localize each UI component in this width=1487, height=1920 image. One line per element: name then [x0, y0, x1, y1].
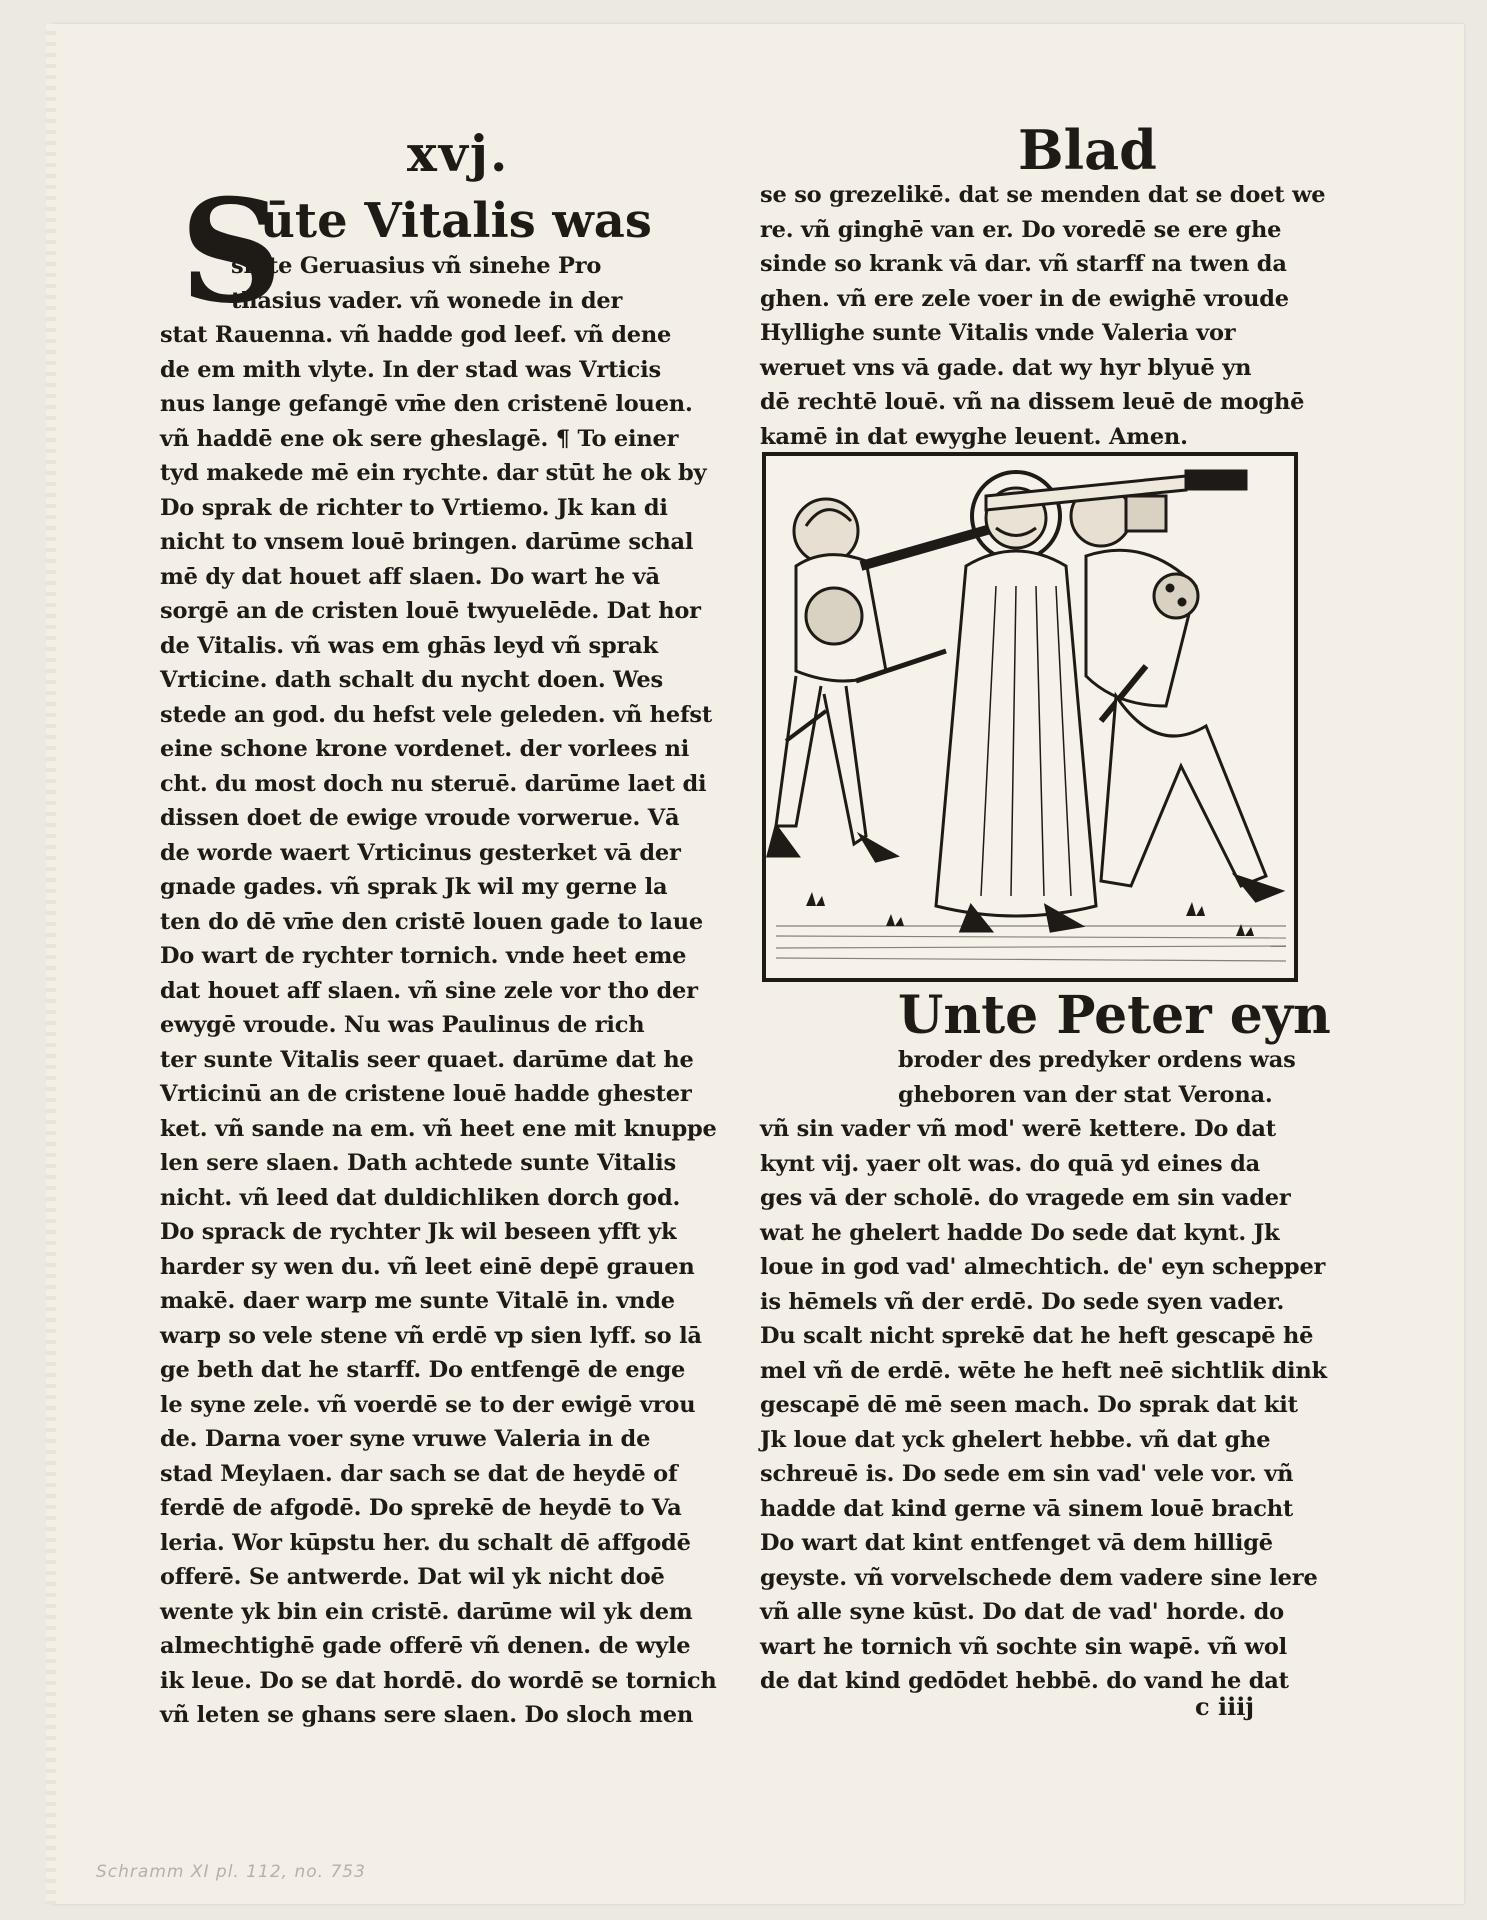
text-line: Hyllighe sunte Vitalis vnde Valeria vor [760, 320, 1236, 346]
text-line: loue in god vad' almechtich. de' eyn schepper [760, 1254, 1326, 1280]
text-line: stat Rauenna. vñ hadde god leef. vñ dene [160, 322, 672, 348]
left-body-lines [160, 318, 717, 1733]
decorated-initial: S [180, 169, 283, 335]
text-line: nicht to vnsem louē bringen. darūme schal [160, 529, 694, 555]
text-line: re. vñ ginghē van er. Do voredē se ere ghe [760, 216, 1282, 243]
text-line: wat he ghelert hadde Do sede dat kynt. Jk [760, 1219, 1280, 1246]
text-line: harder sy wen du. vñ leet einē depē grauen [160, 1253, 695, 1280]
signature-mark: c iiij [1195, 1692, 1255, 1721]
left-text-column [160, 193, 717, 1733]
folio-number: xvj. [407, 124, 510, 183]
text-line: ter sunte Vitalis seer quaet. darūme dat he [160, 1046, 694, 1073]
vitalis-heading: ūte Vitalis was [260, 193, 652, 249]
text-line: vñ leten se ghans sere slaen. Do sloch men [160, 1702, 694, 1728]
right-text-column-bottom [760, 1043, 1330, 1699]
text-line: dat houet aff slaen. vñ sine zele vor tho der [160, 977, 698, 1004]
text-line: ghen. vñ ere zele voer in de ewighē vroude [760, 285, 1289, 312]
text-line: cht. du most doch nu steruē. darūme laet di [160, 770, 707, 797]
martyrdom-woodcut-image [766, 456, 1294, 978]
text-line: gnade gades. vñ sprak Jk wil my gerne la [160, 874, 668, 900]
text-line: thasius vader. vñ wonede in der [231, 287, 623, 314]
text-line: de worde waert Vrticinus gesterket vā der [160, 839, 681, 866]
text-line: eine schone krone vordenet. der vorlees ni [160, 736, 690, 762]
text-line: warp so vele stene vñ erdē vp sien lyff. so lā [160, 1322, 702, 1349]
peter-body-lines [760, 1112, 1330, 1699]
text-line: mel vñ de erdē. wēte he heft neē sichtlik dink [760, 1357, 1327, 1384]
text-line: Do sprak de richter to Vrtiemo. Jk kan di [160, 494, 668, 521]
text-line: almechtighē gade offerē vñ denen. de wyle [160, 1633, 691, 1659]
text-line: dē rechtē louē. vñ na dissem leuē de moghē [760, 389, 1305, 415]
text-line: nus lange gefangē vm̄e den cristenē louen. [160, 391, 693, 417]
text-line: nicht. vñ leed dat duldichliken dorch god. [160, 1184, 681, 1211]
pencil-annotation: Schramm XI pl. 112, no. 753 [96, 1862, 366, 1882]
text-line: Do sprack de rychter Jk wil beseen yfft yk [160, 1219, 677, 1245]
text-line: ges vā der scholē. do vragede em sin vader [760, 1185, 1291, 1211]
text-line: ten do dē vm̄e den cristē louen gade to laue [160, 908, 703, 935]
text-line: ket. vñ sande na em. vñ heet ene mit knuppe [160, 1115, 717, 1142]
text-line: se so grezelikē. dat se menden dat se doet we [760, 182, 1326, 208]
text-line: broder des predyker ordens was [898, 1047, 1296, 1073]
text-line: kamē in dat ewyghe leuent. Amen. [760, 423, 1188, 450]
text-line: ferdē de afgodē. Do sprekē de heydē to Va [160, 1495, 682, 1521]
text-line: len sere slaen. Dath achtede sunte Vitalis [160, 1150, 676, 1176]
text-line: weruet vns vā gade. dat wy hyr blyuē yn [760, 354, 1252, 381]
text-line: offerē. Se antwerde. Dat wil yk nicht doē [160, 1564, 665, 1590]
text-line: Vrticine. dath schalt du nycht doen. Wes [160, 667, 663, 693]
text-line: Du scalt nicht sprekē dat he heft gescapē hē [760, 1323, 1314, 1349]
text-line: le syne zele. vñ voerdē se to der ewigē vrou [160, 1391, 696, 1418]
text-line: wente yk bin ein cristē. darūme wil yk dem [160, 1598, 693, 1625]
text-line: mē dy dat houet aff slaen. Do wart he vā [160, 563, 660, 590]
text-line: ik leue. Do se dat hordē. do wordē se tornich [160, 1667, 717, 1694]
text-line: Do wart dat kint entfenget vā dem hilligē [760, 1530, 1273, 1556]
text-line: de Vitalis. vñ was em ghās leyd vñ sprak [160, 632, 658, 659]
right-text-column-top [760, 178, 1326, 454]
text-line: sinde so krank vā dar. vñ starff na twen da [760, 251, 1287, 277]
text-line: ewygē vroude. Nu was Paulinus de rich [160, 1012, 645, 1038]
peter-heading: Unte Peter eyn [898, 985, 1331, 1046]
text-line: hadde dat kind gerne vā sinem louē bracht [760, 1495, 1294, 1522]
text-line: schreuē is. Do sede em sin vad' vele vor. vñ [760, 1461, 1294, 1487]
text-line: kynt vij. yaer olt was. do quā yd eines da [760, 1150, 1261, 1177]
woodcut-illustration [762, 452, 1298, 982]
text-line: dissen doet de ewige vroude vorwerue. Vā [160, 805, 680, 831]
text-line: tyd makede mē ein rychte. dar stūt he ok by [160, 460, 707, 486]
text-line: geyste. vñ vorvelschede dem vadere sine lere [760, 1564, 1318, 1591]
text-line: de. Darna voer syne vruwe Valeria in de [160, 1426, 651, 1452]
text-line: Vrticinū an de cristene louē hadde ghester [160, 1081, 692, 1107]
left-indented-lines [160, 249, 710, 318]
text-line: gheboren van der stat Verona. [898, 1081, 1273, 1108]
folio-label: Blad [1018, 118, 1157, 182]
text-line: vñ sin vader vñ mod' werē kettere. Do dat [760, 1116, 1276, 1142]
text-line: vñ haddē ene ok sere gheslagē. ¶ To einer [160, 425, 679, 452]
text-line: sinte Geruasius vñ sinehe Pro [231, 253, 602, 279]
text-line: sorgē an de cristen louē twyuelēde. Dat hor [160, 598, 701, 624]
text-line: de dat kind gedōdet hebbē. do vand he dat [760, 1668, 1289, 1694]
text-line: stede an god. du hefst vele geleden. vñ hefst [160, 701, 713, 728]
text-line: stad Meylaen. dar sach se dat de heydē of [160, 1460, 678, 1487]
text-line: makē. daer warp me sunte Vitalē in. vnde [160, 1288, 675, 1314]
text-line: wart he tornich vñ sochte sin wapē. vñ wol [760, 1633, 1287, 1660]
text-line: Jk loue dat yck ghelert hebbe. vñ dat ghe [760, 1426, 1271, 1453]
text-line: is hēmels vñ der erdē. Do sede syen vader. [760, 1288, 1285, 1315]
text-line: Do wart de rychter tornich. vnde heet eme [160, 943, 687, 969]
text-line: vñ alle syne kūst. Do dat de vad' horde. do [760, 1599, 1284, 1625]
text-line: leria. Wor kūpstu her. du schalt dē affgodē [160, 1529, 691, 1556]
text-line: gescapē dē mē seen mach. Do sprak dat kit [760, 1392, 1298, 1418]
text-line: ge beth dat he starff. Do entfengē de enge [160, 1357, 686, 1383]
text-line: de em mith vlyte. In der stad was Vrticis [160, 356, 661, 383]
right-top-lines [760, 178, 1326, 454]
peter-indented-lines [760, 1043, 1330, 1112]
